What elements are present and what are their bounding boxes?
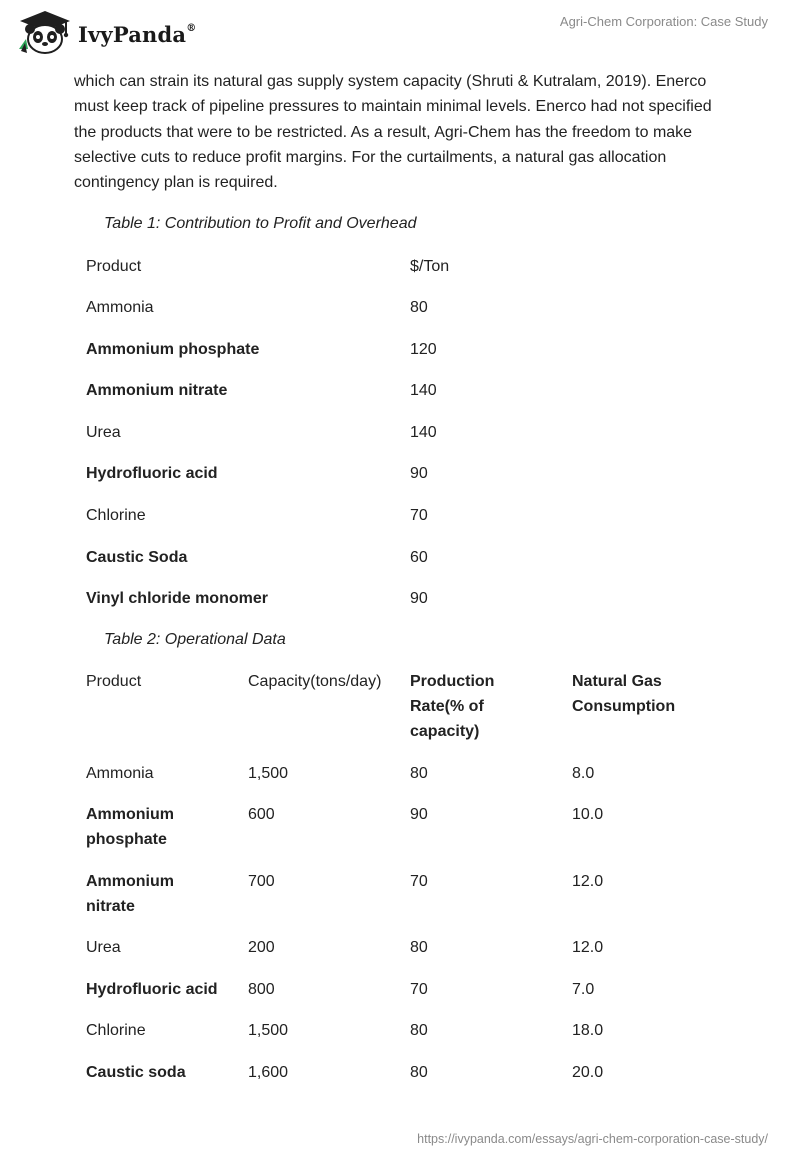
intro-paragraph: which can strain its natural gas supply system capacity (Shruti & Kutralam, 2019). Enerco must keep track of pipeline pressures to maintain minimal levels. Enerco had not specified the products that were to be restricted. As a result, Agri-Chem has the freedom to make selective cuts to reduce profit margins. For the curtailments, a natural gas allocation contingency plan is required. xyxy=(74,73,712,192)
table2-rate: 80 xyxy=(410,765,428,782)
table2-header-gas-consumption: Natural Gas Consumption xyxy=(572,673,676,715)
table2-capacity: 600 xyxy=(248,806,275,823)
table2-product: Hydrofluoric acid xyxy=(86,981,218,998)
table1-value: 70 xyxy=(410,507,428,524)
table2-product: Ammonium phosphate xyxy=(86,806,174,848)
table2-capacity: 1,600 xyxy=(248,1064,289,1081)
table1-product: Hydrofluoric acid xyxy=(86,465,218,482)
table1-value: 60 xyxy=(410,549,428,566)
table2-product: Ammonia xyxy=(86,765,154,782)
table1-product: Vinyl chloride monomer xyxy=(86,590,268,607)
table1-value: 90 xyxy=(410,590,428,607)
table2-capacity: 800 xyxy=(248,981,275,998)
table2-header-production-rate: Production Rate(% of capacity) xyxy=(410,673,495,740)
table2-product: Ammonium nitrate xyxy=(86,873,174,915)
brand-name: IvyPanda® xyxy=(78,22,197,47)
table1-product: Ammonia xyxy=(86,299,154,316)
table2-caption: Table 2: Operational Data xyxy=(104,631,286,648)
table2-capacity: 700 xyxy=(248,873,275,890)
table1-header-price: $/Ton xyxy=(410,258,450,275)
ivypanda-logo[interactable] xyxy=(16,9,216,55)
table1-product: Ammonium nitrate xyxy=(86,382,228,399)
table1-product: Ammonium phosphate xyxy=(86,341,260,358)
table2-gas: 10.0 xyxy=(572,806,604,823)
table1-value: 140 xyxy=(410,382,437,399)
table1-product: Urea xyxy=(86,424,121,441)
table1-product: Caustic Soda xyxy=(86,549,188,566)
table1-value: 120 xyxy=(410,341,437,358)
table1-product: Chlorine xyxy=(86,507,146,524)
table2-rate: 80 xyxy=(410,1064,428,1081)
table2-capacity: 1,500 xyxy=(248,765,289,782)
table2-header-product: Product xyxy=(86,673,142,690)
table2-rate: 70 xyxy=(410,981,428,998)
table1-header-product: Product xyxy=(86,258,142,275)
table1-value: 80 xyxy=(410,299,428,316)
table1-value: 140 xyxy=(410,424,437,441)
table2-rate: 90 xyxy=(410,806,428,823)
table2-gas: 18.0 xyxy=(572,1022,604,1039)
table2-header-capacity: Capacity(tons/day) xyxy=(248,673,382,690)
table2-product: Caustic soda xyxy=(86,1064,186,1081)
table2-product: Urea xyxy=(86,939,121,956)
table2-capacity: 1,500 xyxy=(248,1022,289,1039)
source-url-link[interactable]: https://ivypanda.com/essays/agri-chem-corporation-case-study/ xyxy=(417,1132,768,1146)
table2-gas: 7.0 xyxy=(572,981,595,998)
table2-rate: 80 xyxy=(410,1022,428,1039)
table2-rate: 70 xyxy=(410,873,428,890)
table1-value: 90 xyxy=(410,465,428,482)
table2-rate: 80 xyxy=(410,939,428,956)
document-title: Agri-Chem Corporation: Case Study xyxy=(559,14,768,29)
table2-gas: 12.0 xyxy=(572,873,604,890)
table2-capacity: 200 xyxy=(248,939,275,956)
table2-product: Chlorine xyxy=(86,1022,146,1039)
table2-gas: 20.0 xyxy=(572,1064,604,1081)
table1-caption: Table 1: Contribution to Profit and Overhead xyxy=(104,215,417,232)
table2-gas: 12.0 xyxy=(572,939,604,956)
panda-graduate-icon xyxy=(16,9,74,55)
table2-gas: 8.0 xyxy=(572,765,595,782)
